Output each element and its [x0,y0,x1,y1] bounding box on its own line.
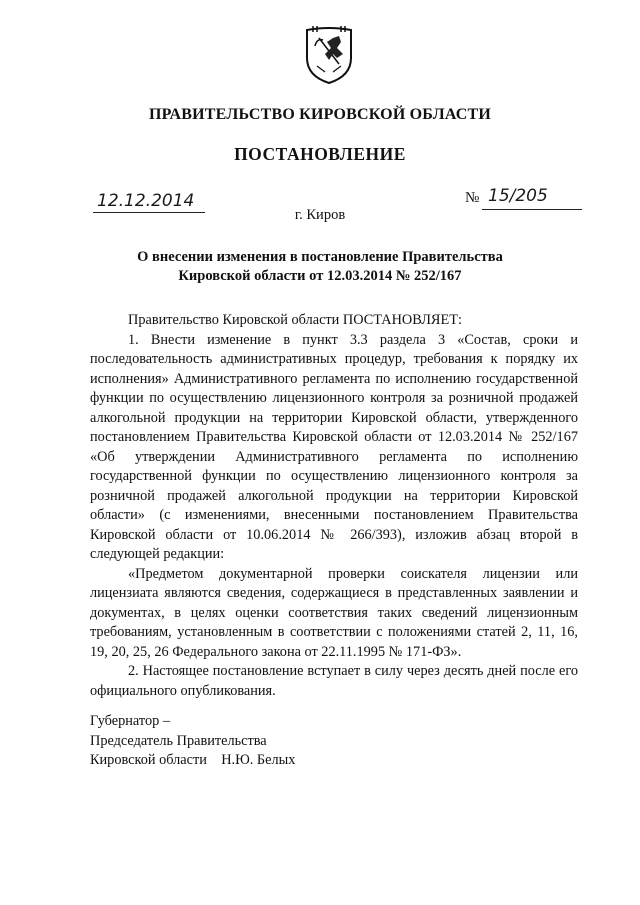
signature-line-2: Председатель Правительства [90,732,267,749]
document-body [90,311,578,701]
heading-line-2: Кировской области от 12.03.2014 № 252/167 [178,268,462,284]
signature-line-3 [90,751,295,771]
handwritten-number: 15/205 [488,186,548,206]
body-paragraph-item-2: 2. Настоящее постановление вступает в силу через десять дней после его официального опубликования. [90,663,578,699]
signature-name: Н.Ю. Белых [221,752,296,768]
organization-title: ПРАВИТЕЛЬСТВО КИРОВСКОЙ ОБЛАСТИ [148,106,492,123]
number-sign: № [465,190,480,206]
handwritten-date: 12.12.2014 [97,191,195,211]
signature-line-1: Губернатор – [90,713,170,729]
heading-line-1: О внесении изменения в постановление Правительства [137,249,503,265]
document-type-title: ПОСТАНОВЛЕНИЕ [234,144,406,164]
document-heading [100,248,540,286]
body-paragraph-quote: «Предметом документарной проверки соискателя лицензии или лицензиата являются сведения, содержащиеся в представленных заявлении и документах, в целях оценки соответствия таких сведений лицензионным требованиям, установленным в соответствии с положениями статей 2, 11, 16, 19, 20, 25, 26 Федерального закона от 22.11.1995 № 171-ФЗ». [90,565,578,660]
body-paragraph-intro: Правительство Кировской области ПОСТАНОВЛЯЕТ: [128,312,462,328]
body-paragraph-item-1: 1. Внести изменение в пункт 3.3 раздела 3 «Состав, сроки и последовательность административных процедур, требования к порядку их исполнения» Административного регламента по исполнению государственной функции по осуществлению лицензионного контроля за розничной продажей алкогольной продукции на территории Кировской области, утвержденного постановлением Правительства Кировской области от 12.03.2014 № 252/167 «Об утверждении Административного регламента по исполнению государственной функции по осуществлению лицензионного контроля за розничной продажей алкогольной продукции на территории Кировской области» (с изменениями, внесенными постановлением Правительства Кировской области от 10.06.2014 № 266/393), изложив абзац второй в следующей редакции: [90,331,578,562]
kirov-region-coat-of-arms-icon [303,24,355,86]
signature-block [90,712,295,771]
signature-region: Кировской области [90,752,207,768]
city-label: г. Киров [294,207,346,223]
